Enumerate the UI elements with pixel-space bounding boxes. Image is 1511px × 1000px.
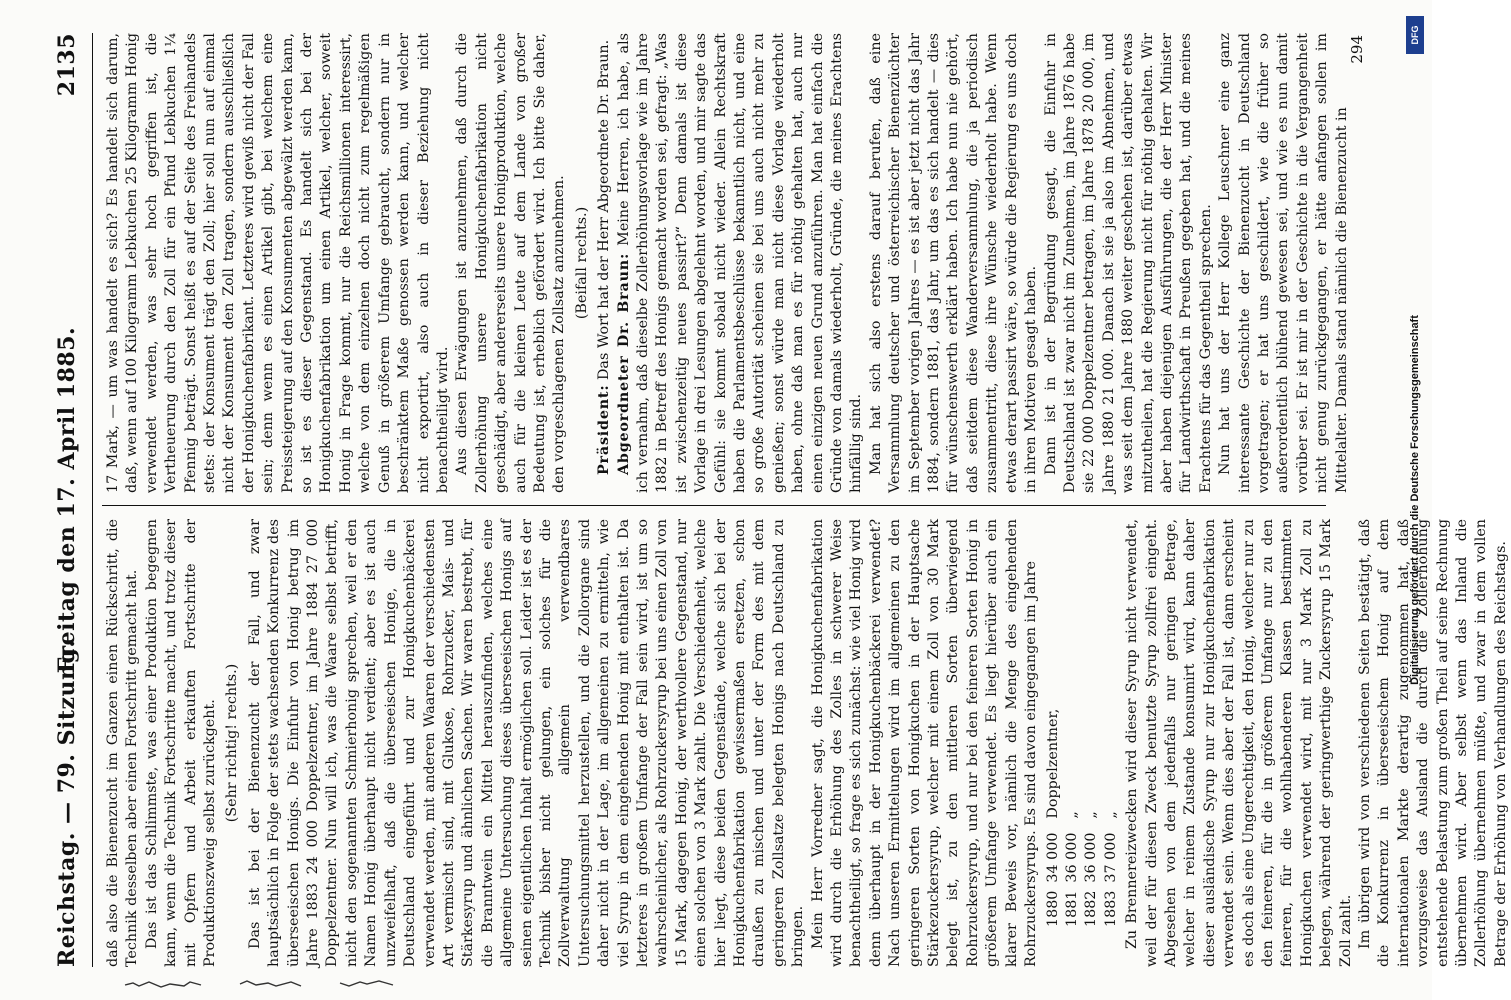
paragraph: daß also die Bienenzucht im Ganzen einen Rückschritt, die Technik desselben aber einen Fortschritt gemacht hat. (105, 519, 141, 967)
left-column (104, 519, 1509, 967)
table-row (1044, 701, 1063, 927)
president-text: Das Wort hat der Herr Abgeordnete Dr. Braun. (596, 39, 613, 381)
table-row (1063, 701, 1082, 927)
paragraph: Mein Herr Vorredner sagt, die Honigkuchenfabrikation wird durch die Erhöhung des Zolles in schwerer Weise benachtheiligt, so frage es sich zunächst: wie viel Honig wird denn überhaupt in der Honigkuchenbäckerei verwendet? Nach unseren Ermittelungen wird im allgemeinen zu den geringeren Sorten von Honigkuchen in der Hauptsache Stärkezuckersyrup, welcher mit einem Zoll von 30 Mark belegt ist, zu den mittleren Sorten überwiegend Rohrzuckersyrup, und nur bei den feineren Sorten Honig in größerem Umfange verwendet. Es liegt hierüber auch ein klarer Beweis vor, nämlich die Menge des eingehenden Rohrzuckersyrups. Es sind davon eingegangen im Jahre (809, 519, 1040, 967)
header-left: Reichstag. — 79. Sitzung. (54, 639, 80, 967)
speaker-label: Abgeordneter Dr. Braun: (615, 252, 632, 475)
column-separator (102, 505, 1326, 506)
year-cell: 1883 (1102, 890, 1119, 927)
paragraph: 17 Mark, — um was handelt es sich? Es handelt sich darum, daß, wenn auf 100 Kilogramm Lebkuchen 25 Kilogramm Honig verwendet werden, was sehr hoch gegriffen ist, die Vertheuerung durch den Zoll für ein Pfund Lebkuchen 1¼ Pfennig beträgt. Sonst heißt es auf der Seite des Freihandels stets: der Konsument trägt den Zoll; hier soll nun auf einmal nicht der Konsument den Zoll tragen, sondern ausschließlich der Honigkuchenfabrikant. Letzteres wird gewiß nicht der Fall sein; denn wenn es einen Artikel gibt, bei welchem eine Preissteigerung auf den Konsumenten abgewälzt werden kann, so ist es dieser Gegenstand. Es handelt sich bei der Honigkuchenfabrikation um einen Artikel, welcher, soweit Honig in Frage kommt, nur die Reichsmillionen interessirt, welche von dem einzelnen doch nicht zum regelmäßigen Genuß in größerem Umfange gebraucht, sondern nur in beschränktem Maße genossen werden kann, und welcher nicht exportirt, also auch in dieser Beziehung nicht benachtheiligt wird. (105, 33, 451, 493)
paragraph: Nun hat uns der Herr Kollege Leuschner eine ganz interessante Geschichte der Bienenzucht in Deutschland vorgetragen; er hat uns geschildert, wie die früher so außerordentlich blühend gewesen sei, und wie es nun damit vorüber sei. Er ist mir in der Geschichte in die Vergangenheit nicht genug zurückgegangen, er hätte anfangen sollen im Mittelalter. Damals stand nämlich die Bienenzucht in (1217, 33, 1350, 493)
import-table (1044, 701, 1122, 927)
value-cell: 34 000 (1044, 832, 1061, 883)
digitization-credit (1404, 16, 1426, 984)
paragraph: Aus diesen Erwägungen ist anzunehmen, daß durch die Zollerhöhung unsere Honigkuchenfabrikation nicht geschädigt, aber andererseits unsere Honigproduktion, welche auch für die kleinen Leute auf dem Lande von großer Bedeutung ist, erheblich gefördert wird. Ich bitte Sie daher, den vorgeschlagenen Zollsatz anzunehmen. (454, 33, 568, 493)
unit-cell: „ (1102, 811, 1119, 819)
paragraph (615, 33, 867, 493)
applause-note: (Beifall rechts.) (573, 206, 590, 320)
signature-mark: 294 (1348, 35, 1366, 64)
table-row (1082, 701, 1101, 927)
paragraph: Das ist bei der Bienenzucht der Fall, und zwar hauptsächlich in Folge der stets wachsenden Konkurrenz des überseeischen Honigs. Die Einfuhr von Honig betrug im Jahre 1883 24 000 Doppelzentner, im Jahre 1884 27 000 Doppelzentner. Nun will ich, was die Waare selbst betrifft, nicht den sogenannten Schmierhonig sprechen, weil er den Namen Honig überhaupt nicht verdient; aber es ist auch unzweifelhaft, daß die überseeischen Honige, die in Deutschland eingeführt und zur Honigkuchenbäckerei verwendet werden, mit anderen Waaren der verschiedensten Art vermischt sind, mit Glukose, Rohrzucker, Mais- und Stärkesyrup und ähnlichen Sachen. Wir waren bestrebt, für die Branntwein ein Mittel herauszufinden, welches eine allgemeine Untersuchung dieses überseeischen Honigs auf seinen eigentlichen Inhalt ermöglichen soll. Leider ist es der Technik bisher nicht gelungen, ein solches für die Zollverwaltung allgemein verwendbares Untersuchungsmittel herzustellen, und die Zollorgane sind daher nicht in der Lage, im allgemeinen zu ermitteln, wie viel Syrup in dem eingehenden Honig mit enthalten ist. Da letzteres in großem Umfange der Fall sein wird, ist um so wahrscheinlicher, als Rohrzuckersyrup bei uns einen Zoll von 15 Mark, dagegen Honig, der werthvollere Gegenstand, nur einen solchen von 3 Mark zahlt. Die Verschiedenheit, welche hier liegt, diese beiden Gegenstände, welche sich bei der Honigkuchenfabrikation gewissermaßen ersetzen, schon draußen zu mischen und unter der Form des mit dem geringeren Zollsatze belegten Honigs nach Deutschland zu bringen. (246, 519, 807, 967)
scan-noise (120, 975, 460, 993)
paragraph: Das ist das Schlimmste, was einer Produktion begegnen kann, wenn die Technik Fortschritte macht, und trotz dieser mit Opfern und Arbeit erkauften Fortschritte der Produktionszweig selbst zurückgeht. (143, 519, 219, 967)
paragraph: Im übrigen wird von verschiedenen Seiten bestätigt, daß die Konkurrenz in überseeischem Honig auf dem internationalen Markte derartig zugenommen hat, daß vorzugsweise das Ausland die durch die Zollerhöhung entstehende Belastung zum großen Theil auf seine Rechnung übernehmen wird. Aber selbst wenn das Inland die Zollerhöhung übernehmen müßte, und zwar in dem vollen Betrage der Erhöhung von Verhandlungen des Reichstags. (1357, 519, 1509, 967)
table-row (1102, 701, 1121, 927)
running-header (54, 33, 88, 967)
year-cell: 1882 (1083, 890, 1100, 927)
paragraph: Man hat sich also erstens darauf berufen, daß eine Versammlung deutscher und österreichischer Bienenzüchter im September vorigen Jahres — es ist aber jetzt nicht das Jahr 1884, sondern 1881, das Jahr, um das es sich handelt — dies für wünschenswerth erklärt haben. Ich habe nun nie gehört, daß seitdem diese Wanderversammlung, die ja periodisch zusammentritt, diese ihre Wünsche wiederholt habe. Wenn etwas derart passirt wäre, so würde die Regierung es uns doch in ihren Motiven gesagt haben. (867, 33, 1040, 493)
applause-note: (Sehr richtig! rechts.) (224, 663, 241, 823)
year-cell: 1880 (1044, 890, 1061, 927)
unit-cell: „ (1083, 811, 1100, 819)
digitization-note: Digitalisierung gefördert durch die Deutsche Forschungsgemeinschaft (1409, 315, 1421, 685)
value-cell: 37 000 (1102, 832, 1119, 883)
president-label: Präsident: (596, 384, 613, 475)
right-column (104, 33, 1356, 493)
unit-cell: Doppelzentner, (1044, 708, 1061, 819)
paragraph: Dann ist in der Begründung gesagt, die Einfuhr in Deutschland ist zwar nicht im Zunehmen, im Jahre 1876 habe sie 22 000 Doppelzentner betragen, im Jahre 1878 20 000, im Jahre 1880 21 000. Danach ist sie ja also im Abnehmen, und was seit dem Jahre 1880 weiter geschehen ist, darüber etwas mitzutheilen, hat die Regierung nicht für nöthig gehalten. Wir aber haben diejenigen Ausführungen, die der Herr Minister für Landwirthschaft in Preußen gegeben hat, und die meines Erachtens für das Gegentheil sprechen. (1042, 33, 1214, 493)
speech-text: Meine Herren, ich habe, als ich vernahm, daß dieselbe Zollerhöhungsvorlage wie im Jahre 1882 in Betreff des Honigs gemacht worden sei, gefragt: „Was ist zwischenzeitig neues passirt?“ Denn damals ist diese Vorlage in drei Lesungen abgelehnt worden, und mir sagte das Gefühl: sie kommt sobald nicht wieder. Allein Rechtskraft haben die Parlamentsbeschlüsse bekanntlich nicht, und eine so große Autorität scheinen sie bei uns auch nicht mehr zu genießen; sonst würde man nicht diese Vorlage wiederholt haben, ohne daß man es für nöthig gehalten hat, auch nur einen einzigen neuen Grund anzuführen. Man hat einfach die Gründe von damals wiederholt, Gründe, die meines Erachtens hinfällig sind. (615, 33, 865, 493)
unit-cell: „ (1063, 811, 1080, 819)
header-center-date: Freitag den 17. April 1885. (54, 326, 80, 674)
value-cell: 36 000 (1063, 832, 1080, 883)
value-cell: 36 000 (1083, 832, 1100, 883)
dfg-logo: DFG (1406, 16, 1424, 54)
paragraph: Zu Brennereizwecken wird dieser Syrup nicht verwendet, weil der für diesen Zweck benutzte Syrup zollfrei eingeht. Abgesehen von dem jedenfalls nur geringen Betrage, welcher in reinem Zustande konsumirt wird, kann daher dieser ausländische Syrup nur zur Honigkuchenfabrikation verwendet sein. Wenn dies aber der Fall ist, dann erscheint es doch als eine Ungerechtigkeit, den Honig, welcher nur zu den feineren, für die in größerem Umfange nur zu den feineren, für die wohlhabenderen Klassen bestimmten Honigkuchen verwendet wird, mit nur 3 Mark Zoll zu belegen, während der geringwerthige Zuckersyrup 15 Mark Zoll zahlt. (1124, 519, 1354, 967)
year-cell: 1881 (1063, 890, 1080, 927)
header-rule (92, 33, 93, 967)
president-line (595, 33, 614, 493)
page-number: 2135 (54, 33, 80, 97)
